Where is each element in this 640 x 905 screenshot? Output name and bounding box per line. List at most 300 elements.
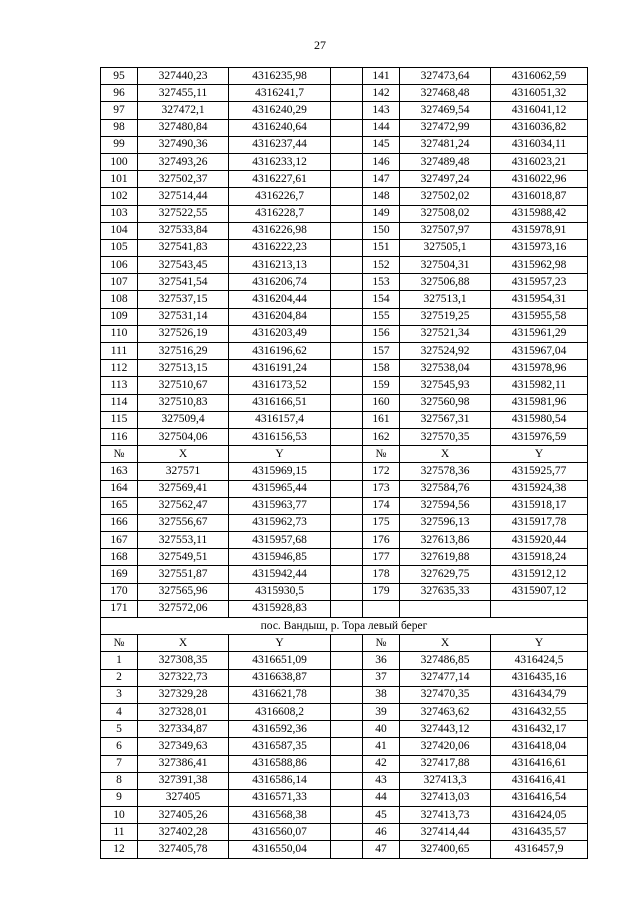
point-number: 41	[363, 738, 400, 755]
y-coordinate: 4316588,86	[229, 755, 331, 772]
spacer-cell	[331, 291, 363, 308]
y-coordinate: 4316424,5	[491, 652, 588, 669]
spacer-cell	[331, 171, 363, 188]
x-coordinate: 327519,25	[400, 308, 491, 325]
point-number: 156	[363, 325, 400, 342]
x-coordinate: 327505,1	[400, 239, 491, 256]
y-coordinate: 4316213,13	[229, 257, 331, 274]
point-number: 149	[363, 205, 400, 222]
table-row	[101, 514, 588, 531]
spacer-cell	[331, 274, 363, 291]
point-number: 142	[363, 85, 400, 102]
x-coordinate: 327543,45	[138, 257, 229, 274]
x-coordinate: 327481,24	[400, 136, 491, 153]
spacer-cell	[331, 549, 363, 566]
point-number: 164	[101, 480, 138, 497]
x-coordinate: 327477,14	[400, 669, 491, 686]
header-number: №	[363, 446, 400, 463]
y-coordinate: 4316023,21	[491, 153, 588, 170]
header-x: X	[400, 635, 491, 652]
y-coordinate: 4315912,12	[491, 566, 588, 583]
point-number: 160	[363, 394, 400, 411]
spacer-cell	[331, 772, 363, 789]
spacer-cell	[331, 239, 363, 256]
table-row	[101, 274, 588, 291]
table-row	[101, 153, 588, 170]
spacer-cell	[331, 411, 363, 428]
x-coordinate: 327549,51	[138, 549, 229, 566]
x-coordinate: 327413,03	[400, 789, 491, 806]
table-row	[101, 428, 588, 445]
x-coordinate: 327567,31	[400, 411, 491, 428]
x-coordinate: 327328,01	[138, 703, 229, 720]
spacer-cell	[331, 85, 363, 102]
point-number: 98	[101, 119, 138, 136]
x-coordinate: 327524,92	[400, 343, 491, 360]
y-coordinate: 4316222,23	[229, 239, 331, 256]
table-row	[101, 703, 588, 720]
point-number: 97	[101, 102, 138, 119]
spacer-cell	[331, 703, 363, 720]
spacer-cell	[331, 789, 363, 806]
y-coordinate: 4316204,84	[229, 308, 331, 325]
y-coordinate: 4315978,96	[491, 360, 588, 377]
point-number: 3	[101, 686, 138, 703]
y-coordinate: 4316204,44	[229, 291, 331, 308]
y-coordinate: 4316651,09	[229, 652, 331, 669]
y-coordinate: 4316418,04	[491, 738, 588, 755]
point-number: 106	[101, 257, 138, 274]
point-number: 170	[101, 583, 138, 600]
x-coordinate: 327509,4	[138, 411, 229, 428]
spacer-cell	[331, 514, 363, 531]
x-coordinate: 327533,84	[138, 222, 229, 239]
x-coordinate: 327514,44	[138, 188, 229, 205]
table-row	[101, 532, 588, 549]
point-number: 163	[101, 463, 138, 480]
spacer-cell	[331, 721, 363, 738]
point-number: 154	[363, 291, 400, 308]
x-coordinate: 327405	[138, 789, 229, 806]
x-coordinate: 327508,02	[400, 205, 491, 222]
point-number: 165	[101, 497, 138, 514]
header-number: №	[101, 446, 138, 463]
x-coordinate: 327486,85	[400, 652, 491, 669]
point-number: 172	[363, 463, 400, 480]
point-number: 108	[101, 291, 138, 308]
x-coordinate: 327413,3	[400, 772, 491, 789]
spacer-cell	[331, 188, 363, 205]
x-coordinate: 327308,35	[138, 652, 229, 669]
point-number: 1	[101, 652, 138, 669]
spacer-cell	[331, 841, 363, 858]
spacer-cell	[331, 222, 363, 239]
point-number: 7	[101, 755, 138, 772]
point-number: 155	[363, 308, 400, 325]
y-coordinate: 4315962,98	[491, 257, 588, 274]
y-coordinate: 4315930,5	[229, 583, 331, 600]
y-coordinate: 4315982,11	[491, 377, 588, 394]
spacer-cell	[331, 377, 363, 394]
spacer-cell	[331, 566, 363, 583]
point-number: 10	[101, 807, 138, 824]
point-number: 36	[363, 652, 400, 669]
y-coordinate: 4315976,59	[491, 428, 588, 445]
y-coordinate: 4316457,9	[491, 841, 588, 858]
y-coordinate: 4315973,16	[491, 239, 588, 256]
y-coordinate: 4316226,7	[229, 188, 331, 205]
spacer-cell	[331, 669, 363, 686]
point-number: 111	[101, 343, 138, 360]
header-x: X	[138, 635, 229, 652]
spacer-cell	[331, 497, 363, 514]
x-coordinate: 327619,88	[400, 549, 491, 566]
point-number: 43	[363, 772, 400, 789]
point-number: 112	[101, 360, 138, 377]
point-number: 116	[101, 428, 138, 445]
point-number: 158	[363, 360, 400, 377]
x-coordinate: 327541,83	[138, 239, 229, 256]
spacer-cell	[331, 686, 363, 703]
x-coordinate: 327473,64	[400, 68, 491, 85]
y-coordinate: 4315967,04	[491, 343, 588, 360]
point-number: 8	[101, 772, 138, 789]
header-y: Y	[229, 446, 331, 463]
table-row	[101, 497, 588, 514]
y-coordinate: 4315961,29	[491, 325, 588, 342]
point-number: 99	[101, 136, 138, 153]
x-coordinate: 327443,12	[400, 721, 491, 738]
y-coordinate: 4315942,44	[229, 566, 331, 583]
x-coordinate: 327391,38	[138, 772, 229, 789]
y-coordinate: 4316435,16	[491, 669, 588, 686]
point-number: 107	[101, 274, 138, 291]
x-coordinate: 327386,41	[138, 755, 229, 772]
x-coordinate: 327538,04	[400, 360, 491, 377]
table-row	[101, 291, 588, 308]
y-coordinate: 4316550,04	[229, 841, 331, 858]
table-row	[101, 188, 588, 205]
x-coordinate: 327556,67	[138, 514, 229, 531]
x-coordinate: 327469,54	[400, 102, 491, 119]
x-coordinate: 327413,73	[400, 807, 491, 824]
y-coordinate: 4316034,11	[491, 136, 588, 153]
x-coordinate: 327565,96	[138, 583, 229, 600]
point-number	[363, 600, 400, 617]
y-coordinate: 4316621,78	[229, 686, 331, 703]
table-row	[101, 257, 588, 274]
section-title-row	[101, 618, 588, 635]
point-number: 168	[101, 549, 138, 566]
y-coordinate: 4316228,7	[229, 205, 331, 222]
point-number: 175	[363, 514, 400, 531]
point-number: 37	[363, 669, 400, 686]
spacer-cell	[331, 532, 363, 549]
point-number: 113	[101, 377, 138, 394]
point-number: 148	[363, 188, 400, 205]
spacer-cell	[331, 308, 363, 325]
x-coordinate: 327516,29	[138, 343, 229, 360]
x-coordinate: 327480,84	[138, 119, 229, 136]
column-header-row	[101, 446, 588, 463]
y-coordinate: 4316568,38	[229, 807, 331, 824]
y-coordinate: 4315988,42	[491, 205, 588, 222]
x-coordinate: 327440,23	[138, 68, 229, 85]
point-number: 174	[363, 497, 400, 514]
table-row	[101, 772, 588, 789]
x-coordinate: 327504,31	[400, 257, 491, 274]
y-coordinate: 4316051,32	[491, 85, 588, 102]
x-coordinate: 327400,65	[400, 841, 491, 858]
y-coordinate: 4316434,79	[491, 686, 588, 703]
spacer-cell	[331, 463, 363, 480]
point-number: 11	[101, 824, 138, 841]
table-row	[101, 102, 588, 119]
point-number: 105	[101, 239, 138, 256]
table-row	[101, 652, 588, 669]
y-coordinate: 4315962,73	[229, 514, 331, 531]
y-coordinate: 4315917,78	[491, 514, 588, 531]
spacer-cell	[331, 738, 363, 755]
table-row	[101, 85, 588, 102]
table-row	[101, 308, 588, 325]
x-coordinate: 327506,88	[400, 274, 491, 291]
x-coordinate: 327513,15	[138, 360, 229, 377]
x-coordinate: 327490,36	[138, 136, 229, 153]
point-number: 9	[101, 789, 138, 806]
point-number: 167	[101, 532, 138, 549]
spacer-cell	[331, 583, 363, 600]
spacer-cell	[331, 807, 363, 824]
x-coordinate: 327489,48	[400, 153, 491, 170]
point-number: 177	[363, 549, 400, 566]
point-number: 144	[363, 119, 400, 136]
y-coordinate: 4316432,55	[491, 703, 588, 720]
x-coordinate: 327596,13	[400, 514, 491, 531]
point-number: 166	[101, 514, 138, 531]
point-number: 159	[363, 377, 400, 394]
table-row	[101, 68, 588, 85]
point-number: 102	[101, 188, 138, 205]
point-number: 171	[101, 600, 138, 617]
y-coordinate: 4316018,87	[491, 188, 588, 205]
table-row	[101, 411, 588, 428]
table-row	[101, 343, 588, 360]
x-coordinate: 327560,98	[400, 394, 491, 411]
point-number: 173	[363, 480, 400, 497]
spacer-cell	[331, 102, 363, 119]
point-number: 103	[101, 205, 138, 222]
y-coordinate: 4316435,57	[491, 824, 588, 841]
x-coordinate: 327510,83	[138, 394, 229, 411]
y-coordinate: 4316608,2	[229, 703, 331, 720]
x-coordinate: 327493,26	[138, 153, 229, 170]
spacer-cell	[331, 394, 363, 411]
x-coordinate: 327510,67	[138, 377, 229, 394]
y-coordinate: 4316241,7	[229, 85, 331, 102]
y-coordinate: 4316571,33	[229, 789, 331, 806]
x-coordinate: 327322,73	[138, 669, 229, 686]
y-coordinate: 4316036,82	[491, 119, 588, 136]
point-number: 4	[101, 703, 138, 720]
x-coordinate: 327545,93	[400, 377, 491, 394]
page-number: 27	[314, 38, 326, 52]
point-number: 153	[363, 274, 400, 291]
x-coordinate: 327502,02	[400, 188, 491, 205]
y-coordinate: 4316156,53	[229, 428, 331, 445]
y-coordinate: 4316173,52	[229, 377, 331, 394]
spacer-cell	[331, 824, 363, 841]
table-row	[101, 480, 588, 497]
point-number: 169	[101, 566, 138, 583]
x-coordinate: 327584,76	[400, 480, 491, 497]
point-number: 110	[101, 325, 138, 342]
y-coordinate: 4316424,05	[491, 807, 588, 824]
table-row	[101, 360, 588, 377]
point-number: 104	[101, 222, 138, 239]
x-coordinate: 327507,97	[400, 222, 491, 239]
x-coordinate: 327420,06	[400, 738, 491, 755]
header-y: Y	[491, 446, 588, 463]
point-number: 46	[363, 824, 400, 841]
table-row	[101, 686, 588, 703]
x-coordinate: 327402,28	[138, 824, 229, 841]
x-coordinate: 327562,47	[138, 497, 229, 514]
point-number: 161	[363, 411, 400, 428]
table-row	[101, 377, 588, 394]
point-number: 145	[363, 136, 400, 153]
x-coordinate: 327463,62	[400, 703, 491, 720]
x-coordinate: 327468,48	[400, 85, 491, 102]
point-number: 151	[363, 239, 400, 256]
y-coordinate: 4316235,98	[229, 68, 331, 85]
x-coordinate: 327472,1	[138, 102, 229, 119]
y-coordinate: 4315946,85	[229, 549, 331, 566]
spacer-cell	[331, 205, 363, 222]
y-coordinate: 4316022,96	[491, 171, 588, 188]
table-row	[101, 239, 588, 256]
coordinates-table	[100, 67, 588, 859]
y-coordinate: 4316206,74	[229, 274, 331, 291]
table-row	[101, 463, 588, 480]
spacer-cell	[331, 257, 363, 274]
point-number: 96	[101, 85, 138, 102]
table-row	[101, 721, 588, 738]
x-coordinate: 327417,88	[400, 755, 491, 772]
table-row	[101, 119, 588, 136]
spacer-cell	[331, 153, 363, 170]
y-coordinate: 4316432,17	[491, 721, 588, 738]
x-coordinate: 327635,33	[400, 583, 491, 600]
table-row	[101, 841, 588, 858]
x-coordinate: 327569,41	[138, 480, 229, 497]
x-coordinate: 327455,11	[138, 85, 229, 102]
y-coordinate: 4315978,91	[491, 222, 588, 239]
spacer-cell	[331, 325, 363, 342]
point-number: 40	[363, 721, 400, 738]
spacer-cell	[331, 68, 363, 85]
point-number: 115	[101, 411, 138, 428]
point-number: 44	[363, 789, 400, 806]
spacer-cell	[331, 119, 363, 136]
point-number: 176	[363, 532, 400, 549]
section-title: пос. Вандыш, р. Тора левый берег	[101, 618, 588, 635]
y-coordinate: 4316233,12	[229, 153, 331, 170]
point-number: 100	[101, 153, 138, 170]
y-coordinate: 4316203,49	[229, 325, 331, 342]
table-row	[101, 549, 588, 566]
point-number: 141	[363, 68, 400, 85]
x-coordinate: 327531,14	[138, 308, 229, 325]
y-coordinate: 4316416,54	[491, 789, 588, 806]
x-coordinate: 327571	[138, 463, 229, 480]
x-coordinate: 327553,11	[138, 532, 229, 549]
y-coordinate: 4316416,41	[491, 772, 588, 789]
y-coordinate: 4315981,96	[491, 394, 588, 411]
x-coordinate: 327629,75	[400, 566, 491, 583]
x-coordinate: 327513,1	[400, 291, 491, 308]
y-coordinate: 4315920,44	[491, 532, 588, 549]
table-row	[101, 600, 588, 617]
y-coordinate: 4315980,54	[491, 411, 588, 428]
point-number: 42	[363, 755, 400, 772]
table-row	[101, 824, 588, 841]
x-coordinate: 327541,54	[138, 274, 229, 291]
table-row	[101, 669, 588, 686]
x-coordinate: 327551,87	[138, 566, 229, 583]
table-row	[101, 789, 588, 806]
table-row	[101, 205, 588, 222]
header-x: X	[138, 446, 229, 463]
spacer-cell	[331, 480, 363, 497]
point-number: 152	[363, 257, 400, 274]
spacer-cell	[331, 446, 363, 463]
y-coordinate: 4316062,59	[491, 68, 588, 85]
y-coordinate: 4316592,36	[229, 721, 331, 738]
point-number: 157	[363, 343, 400, 360]
point-number: 178	[363, 566, 400, 583]
column-header-row	[101, 635, 588, 652]
table-row	[101, 222, 588, 239]
y-coordinate: 4315907,12	[491, 583, 588, 600]
y-coordinate: 4315955,58	[491, 308, 588, 325]
x-coordinate: 327329,28	[138, 686, 229, 703]
x-coordinate: 327570,35	[400, 428, 491, 445]
x-coordinate: 327349,63	[138, 738, 229, 755]
x-coordinate: 327613,86	[400, 532, 491, 549]
y-coordinate: 4315918,24	[491, 549, 588, 566]
point-number: 101	[101, 171, 138, 188]
y-coordinate: 4316227,61	[229, 171, 331, 188]
spacer-cell	[331, 755, 363, 772]
table-row	[101, 394, 588, 411]
header-y: Y	[229, 635, 331, 652]
point-number: 6	[101, 738, 138, 755]
point-number: 39	[363, 703, 400, 720]
point-number: 143	[363, 102, 400, 119]
x-coordinate: 327594,56	[400, 497, 491, 514]
point-number: 146	[363, 153, 400, 170]
table-row	[101, 583, 588, 600]
coordinates-table-body	[101, 68, 588, 859]
table-row	[101, 325, 588, 342]
point-number: 38	[363, 686, 400, 703]
point-number: 150	[363, 222, 400, 239]
spacer-cell	[331, 360, 363, 377]
point-number: 114	[101, 394, 138, 411]
y-coordinate: 4316041,12	[491, 102, 588, 119]
table-row	[101, 807, 588, 824]
